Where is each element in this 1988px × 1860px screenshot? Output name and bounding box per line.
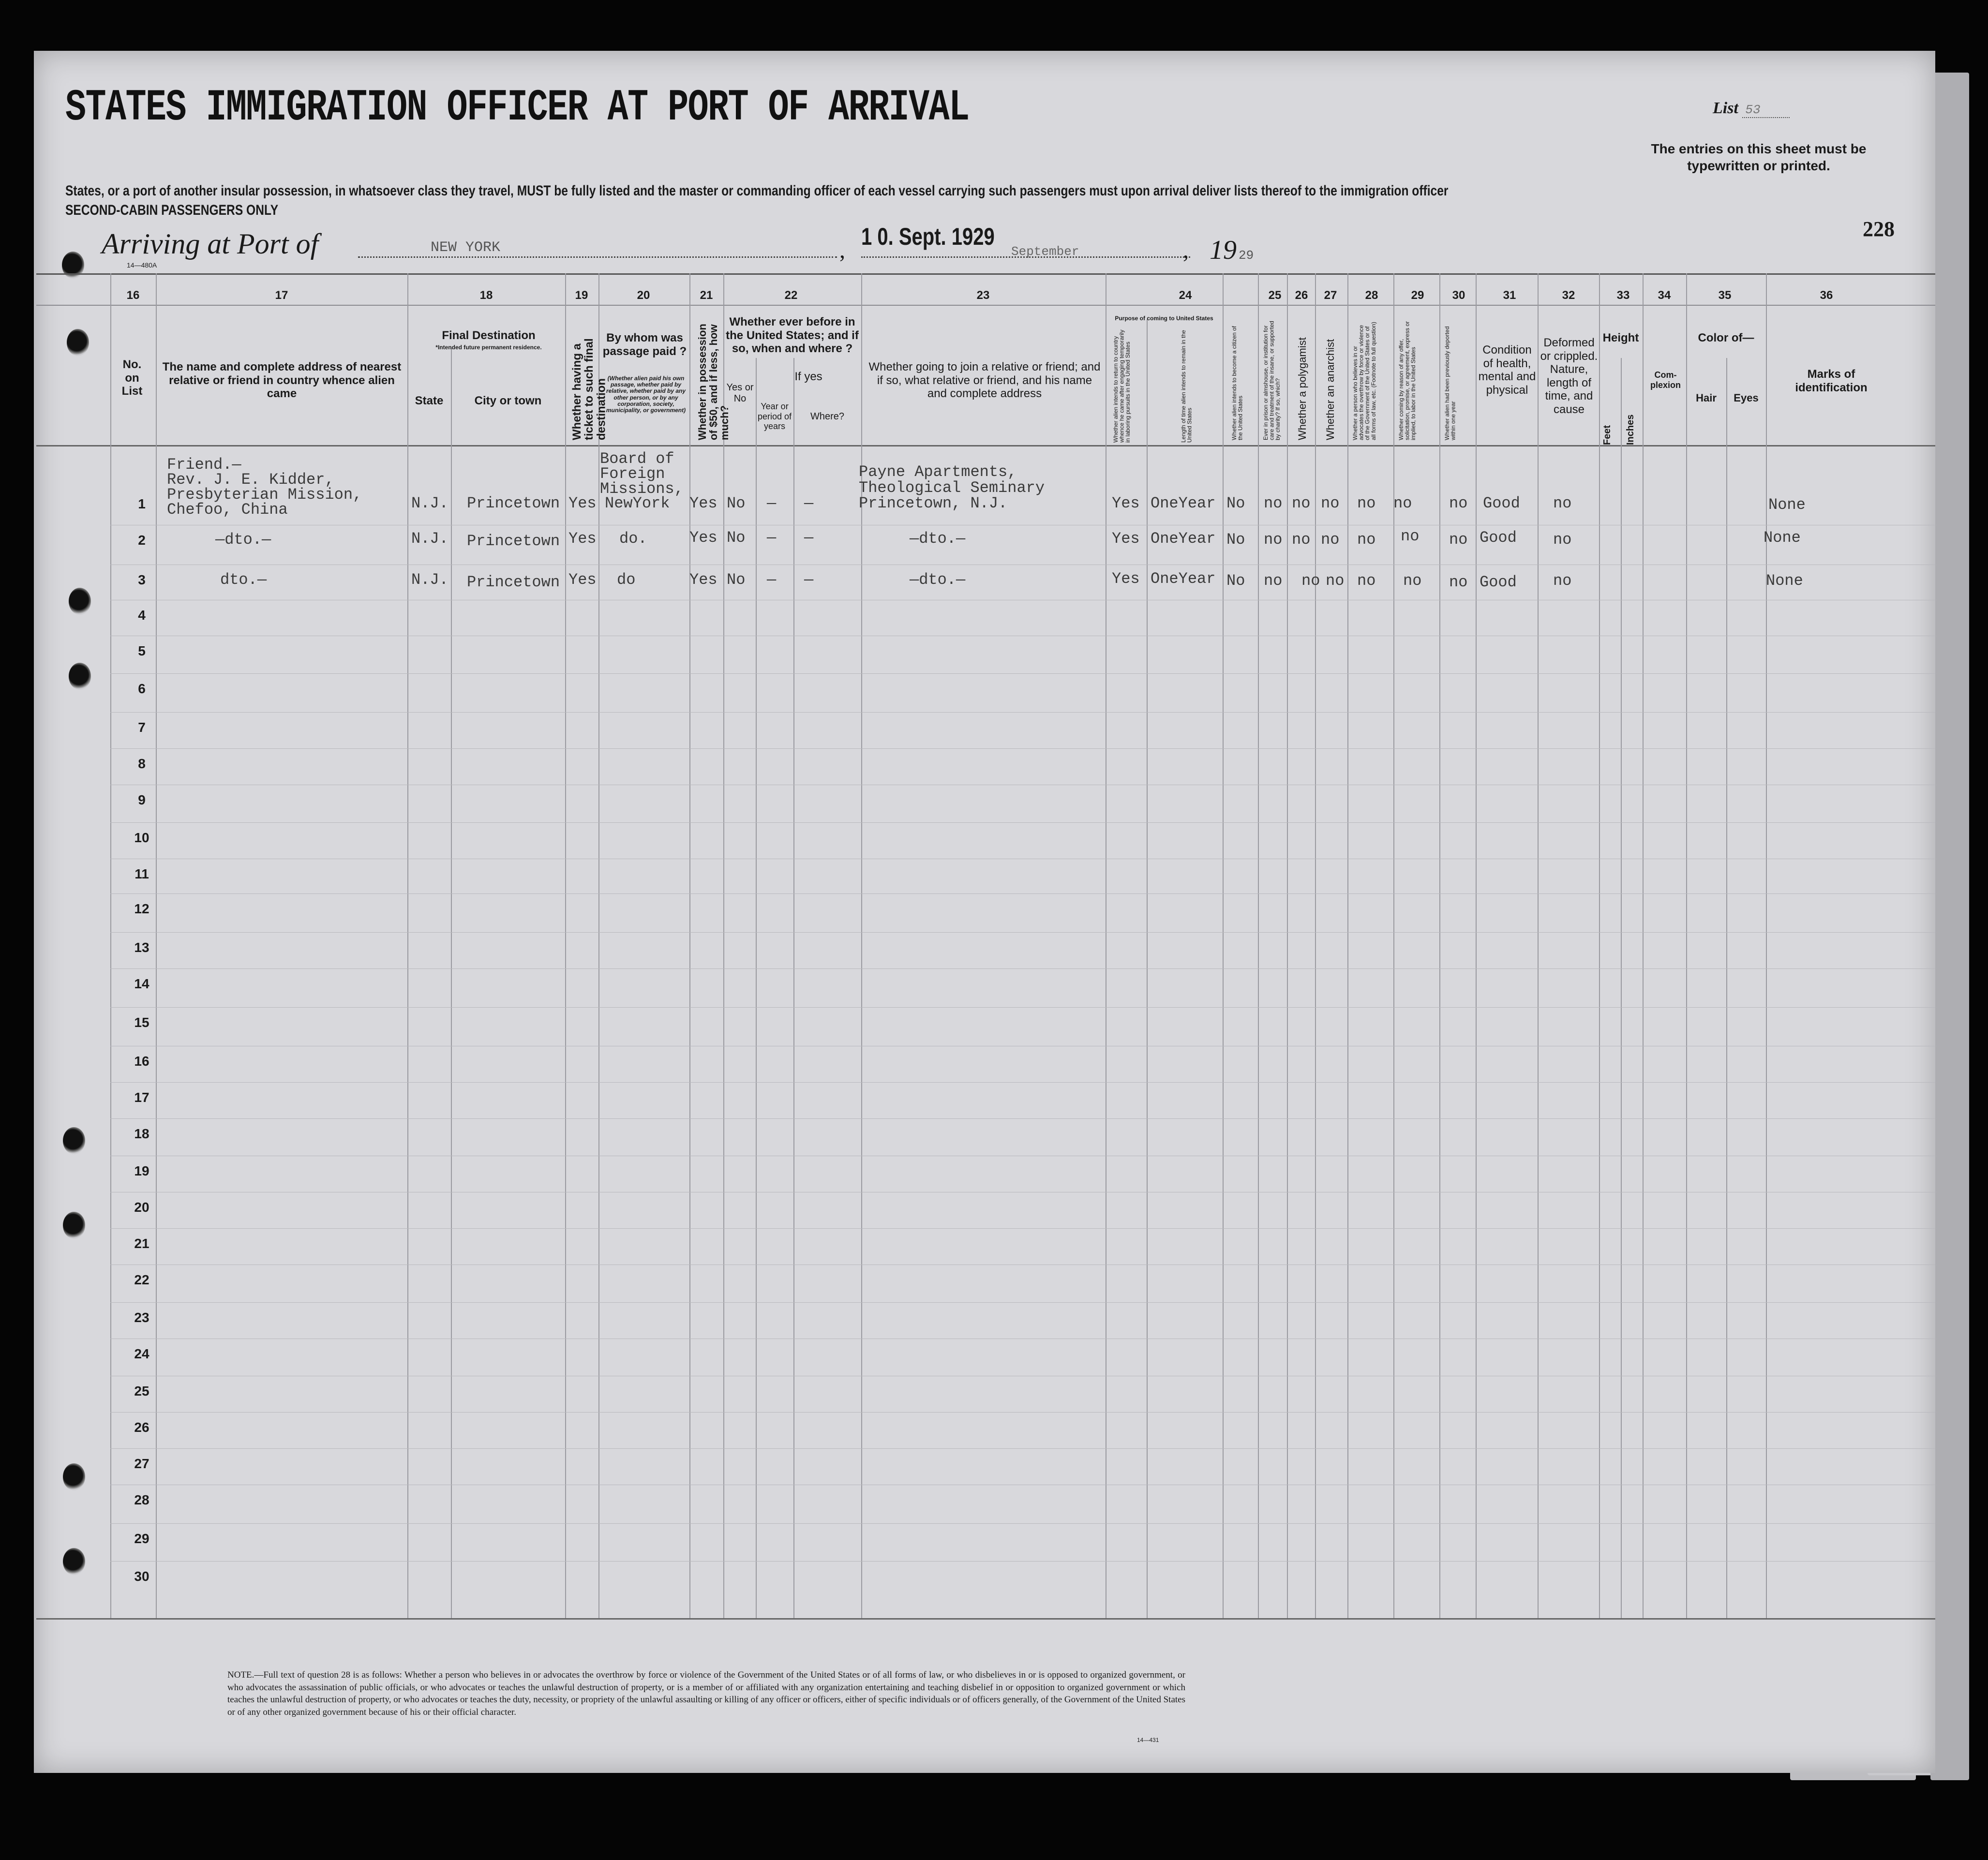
column-number: 18 bbox=[479, 289, 493, 302]
row-line bbox=[110, 822, 1935, 823]
port-line bbox=[358, 256, 837, 258]
grid-line bbox=[1439, 273, 1440, 1618]
header-color-of: Color of— bbox=[1698, 331, 1754, 344]
column-number: 17 bbox=[275, 289, 288, 302]
grid-line bbox=[598, 273, 599, 1618]
port-name: NEW YORK bbox=[431, 239, 501, 256]
column-number: 22 bbox=[784, 289, 798, 302]
column-number: 30 bbox=[1452, 289, 1465, 302]
header-purpose-length: Length of time alien intends to remain in the United States bbox=[1180, 330, 1193, 443]
grid-line bbox=[689, 273, 690, 1618]
header-polygamist: Whether a polygamist bbox=[1296, 337, 1308, 440]
manifest-sheet bbox=[34, 51, 1935, 1773]
punch-hole bbox=[63, 1548, 85, 1575]
q28-value: no bbox=[1357, 531, 1376, 549]
header-state: State bbox=[415, 394, 444, 407]
header-paid-by: By whom was passage paid ? bbox=[602, 331, 687, 358]
column-number: 25 bbox=[1268, 289, 1282, 302]
column-number: 31 bbox=[1503, 289, 1516, 302]
punch-hole bbox=[63, 1463, 85, 1490]
row-number: 14 bbox=[134, 976, 149, 991]
relative-line: dto.— bbox=[220, 571, 267, 589]
list-number bbox=[1713, 99, 1790, 118]
possession-value: Yes bbox=[689, 494, 717, 512]
grid-line bbox=[793, 358, 794, 1618]
grid-line bbox=[1258, 273, 1259, 1618]
polygamist-value: no bbox=[1292, 531, 1311, 549]
row-line bbox=[110, 932, 1935, 933]
polygamist-value: no bbox=[1292, 494, 1311, 512]
header-city: City or town bbox=[474, 394, 542, 407]
grid-line bbox=[36, 273, 1935, 275]
health-value: Good bbox=[1483, 494, 1520, 512]
length-value: OneYear bbox=[1151, 494, 1216, 512]
column-number: 20 bbox=[637, 289, 650, 302]
row-line bbox=[110, 1448, 1935, 1449]
grid-line bbox=[1538, 273, 1539, 1618]
grid-line bbox=[1315, 273, 1316, 1618]
header-deformed: Deformed or crippled. Nature, length of time, and cause bbox=[1540, 336, 1598, 416]
anarchist-value: no bbox=[1326, 572, 1345, 590]
deformed-value: no bbox=[1553, 572, 1572, 590]
row-line bbox=[110, 1523, 1935, 1524]
row-number: 13 bbox=[134, 940, 149, 955]
state-value: N.J. bbox=[411, 571, 448, 589]
header-if-yes: If yes bbox=[794, 370, 822, 383]
header-where: Where? bbox=[810, 411, 845, 422]
state-value: N.J. bbox=[411, 530, 448, 548]
column-number: 26 bbox=[1295, 289, 1308, 302]
comma: , bbox=[839, 238, 845, 263]
header-anarchist: Whether an anarchist bbox=[1324, 339, 1336, 440]
city-value: Princetown bbox=[467, 573, 560, 591]
marks-value: None bbox=[1764, 529, 1801, 547]
header-height: Height bbox=[1602, 331, 1639, 344]
form-code: 14—480A bbox=[127, 261, 157, 269]
prison-value: no bbox=[1264, 531, 1283, 549]
punch-hole bbox=[67, 329, 89, 356]
before-value: No bbox=[727, 529, 746, 547]
possession-value: Yes bbox=[689, 571, 717, 589]
q30-value: no bbox=[1449, 494, 1468, 512]
relative-line: Rev. J. E. Kidder, bbox=[167, 471, 334, 489]
grid-line bbox=[36, 445, 1935, 446]
header-year-period: Year or period of years bbox=[757, 402, 792, 432]
column-number: 27 bbox=[1324, 289, 1337, 302]
q29-value: no bbox=[1403, 572, 1422, 590]
health-value: Good bbox=[1480, 573, 1517, 591]
column-number: 16 bbox=[126, 289, 140, 302]
comma: , bbox=[1183, 238, 1189, 263]
footer-code: 14—431 bbox=[1137, 1737, 1159, 1743]
row-number: 16 bbox=[134, 1054, 149, 1069]
row-number: 30 bbox=[134, 1569, 149, 1584]
row-line bbox=[110, 893, 1935, 894]
punch-hole bbox=[63, 1127, 85, 1154]
punch-hole bbox=[69, 663, 91, 690]
period-value: — bbox=[767, 494, 777, 512]
purpose-value: Yes bbox=[1112, 530, 1140, 548]
row-number: 24 bbox=[134, 1346, 149, 1361]
paid-by-line: do. bbox=[619, 530, 647, 548]
grid-line bbox=[756, 358, 757, 1618]
row-number: 20 bbox=[134, 1200, 149, 1215]
q29-value: no bbox=[1393, 494, 1412, 512]
row-number: 3 bbox=[138, 572, 146, 587]
grid-line bbox=[1599, 273, 1600, 1618]
row-number: 22 bbox=[134, 1272, 149, 1287]
paid-by-line: Foreign bbox=[600, 465, 665, 483]
row-line bbox=[110, 1007, 1935, 1008]
join-line: Princetown, N.J. bbox=[859, 494, 1008, 512]
paid-by-line: NewYork bbox=[605, 494, 670, 512]
row-number: 7 bbox=[138, 720, 146, 735]
health-value: Good bbox=[1480, 529, 1517, 547]
entries-note: The entries on this sheet must be typewritten or printed. bbox=[1651, 141, 1867, 173]
row-number: 2 bbox=[138, 533, 146, 548]
sheet-number: 228 bbox=[1863, 217, 1895, 241]
subtitle: States, or a port of another insular possession, in whatsoever class they travel, MUST be fully listed and the master or commanding officer of each vessel carrying such passengers must upon arrival deliver lists thereof to the immigration officer bbox=[65, 183, 1449, 199]
marks-value: None bbox=[1766, 572, 1803, 590]
row-number: 23 bbox=[134, 1310, 149, 1325]
state-value: N.J. bbox=[411, 494, 448, 512]
deformed-value: no bbox=[1553, 494, 1572, 512]
arriving-label: Arriving at Port of bbox=[102, 228, 319, 260]
grid-line bbox=[1476, 273, 1477, 1618]
purpose-value: Yes bbox=[1112, 570, 1140, 588]
row-line bbox=[110, 712, 1935, 713]
grid-line bbox=[1686, 273, 1687, 1618]
column-number: 24 bbox=[1179, 289, 1192, 302]
column-number: 21 bbox=[700, 289, 713, 302]
header-nearest-relative: The name and complete address of nearest relative or friend in country whence alien came bbox=[162, 360, 402, 401]
grid-line bbox=[1621, 358, 1622, 1618]
column-number: 35 bbox=[1718, 289, 1732, 302]
header-no-on-list: No. on List bbox=[121, 358, 143, 398]
ticket-value: Yes bbox=[568, 530, 597, 548]
row-line bbox=[110, 673, 1935, 674]
header-q28: Whether a person who believes in or advocates the overthrow by force or violence of the Government of the United States or of all forms of law, etc. (Footnote to full question) bbox=[1352, 322, 1377, 440]
before-value: No bbox=[727, 571, 746, 589]
column-number: 28 bbox=[1365, 289, 1378, 302]
polygamist-value: no bbox=[1301, 572, 1320, 590]
header-q30: Whether alien had been previously deported within one year bbox=[1444, 326, 1457, 440]
footnote: NOTE.—Full text of question 28 is as follows: Whether a person who believes in or advocates the overthrow by force or violence of the Government of the United States or of all forms of law, or who disbelieves in or is opposed to organized government, or who advocates the assassination of public officials, or who advocates or teaches the unlawful destruction of property, or is a member of or affiliated with any organization entertaining and teaching disbelief in or opposition to organized government or which teaches the unlawful destruction of property, or who advocates or teaches the duty, necessity, or propriety of the unlawful assaulting or killing of any officer or officers, either of specific individuals or of officers generally, of the Government of the United States or of any other organized government because of his or their official character. bbox=[227, 1670, 1185, 1717]
anarchist-value: no bbox=[1321, 531, 1340, 549]
row-number: 12 bbox=[134, 901, 149, 916]
where-value: — bbox=[804, 494, 814, 512]
paid-by-line: do bbox=[617, 571, 636, 589]
date-stamp: 1 0. Sept. 1929 bbox=[861, 223, 995, 250]
relative-line: Presbyterian Mission, bbox=[167, 486, 362, 504]
grid-line bbox=[1766, 273, 1767, 1618]
page-title: STATES IMMIGRATION OFFICER AT PORT OF ARRIVAL bbox=[65, 82, 969, 133]
grid-line bbox=[723, 273, 724, 1618]
header-citizen: Whether alien intends to become a citizen of the United States bbox=[1231, 326, 1244, 440]
header-before-us: Whether ever before in the United States; and if so, when and where ? bbox=[726, 315, 859, 356]
arriving-line bbox=[102, 227, 318, 261]
year bbox=[1210, 235, 1254, 266]
period-value: — bbox=[767, 571, 777, 589]
year-suffix: 29 bbox=[1239, 248, 1254, 263]
city-value: Princetown bbox=[467, 532, 560, 550]
header-marks: Marks of identification bbox=[1795, 368, 1868, 394]
grid-line bbox=[1393, 273, 1394, 1618]
grid-line bbox=[1223, 273, 1224, 1618]
q28-value: no bbox=[1357, 572, 1376, 590]
length-value: OneYear bbox=[1151, 530, 1216, 548]
grid-line bbox=[1287, 273, 1288, 1618]
header-destination-note: *Intended future permanent residence. bbox=[435, 344, 542, 351]
header-condition: Condition of health, mental and physical bbox=[1478, 343, 1536, 397]
q28-value: no bbox=[1357, 494, 1376, 512]
q30-value: no bbox=[1449, 531, 1468, 549]
header-purpose-return: Whether alien intends to return to country whence he came after engaging temporarily in laboring pursuits in the United States bbox=[1112, 329, 1132, 443]
join-line: —dto.— bbox=[910, 571, 966, 589]
column-number: 34 bbox=[1658, 289, 1671, 302]
column-number: 29 bbox=[1411, 289, 1424, 302]
row-number: 11 bbox=[135, 866, 149, 881]
ticket-value: Yes bbox=[568, 494, 597, 512]
relative-line: Friend.— bbox=[167, 456, 241, 474]
header-purpose: Purpose of coming to United States bbox=[1115, 315, 1213, 322]
city-value: Princetown bbox=[467, 494, 560, 512]
row-number: 26 bbox=[134, 1420, 149, 1435]
header-possession: Whether in possession of $50, and if less, how much? bbox=[696, 324, 731, 440]
row-number: 5 bbox=[138, 643, 146, 658]
row-number: 17 bbox=[134, 1090, 149, 1105]
row-number: 19 bbox=[134, 1163, 149, 1178]
q29-value: no bbox=[1401, 527, 1420, 545]
relative-line: Chefoo, China bbox=[167, 501, 288, 519]
column-number: 19 bbox=[575, 289, 588, 302]
prison-value: no bbox=[1264, 572, 1283, 590]
list-label: List bbox=[1713, 99, 1738, 117]
row-line bbox=[110, 1082, 1935, 1083]
row-number: 8 bbox=[138, 756, 146, 771]
row-number: 28 bbox=[134, 1492, 149, 1507]
grid-line bbox=[36, 305, 1935, 306]
row-number: 10 bbox=[134, 830, 149, 845]
row-number: 18 bbox=[134, 1126, 149, 1141]
period-value: — bbox=[767, 529, 777, 547]
header-yes-or-no: Yes or No bbox=[726, 382, 754, 404]
row-number: 29 bbox=[134, 1531, 149, 1546]
header-eyes: Eyes bbox=[1734, 392, 1759, 404]
deformed-value: no bbox=[1553, 531, 1572, 549]
header-inches: Inches bbox=[1625, 414, 1636, 445]
before-value: No bbox=[727, 494, 746, 512]
grid-line bbox=[451, 348, 452, 1618]
paid-by-line: Missions, bbox=[600, 480, 684, 498]
grid-line bbox=[407, 273, 408, 1618]
purpose-value: Yes bbox=[1112, 494, 1140, 512]
paid-by-line: Board of bbox=[600, 450, 674, 468]
header-join-relative: Whether going to join a relative or friend; and if so, what relative or friend, and his name and complete address bbox=[868, 360, 1101, 401]
citizen-value: No bbox=[1226, 531, 1245, 549]
row-number: 15 bbox=[134, 1015, 149, 1030]
row-number: 4 bbox=[138, 608, 146, 623]
row-number: 25 bbox=[134, 1384, 149, 1399]
grid-line bbox=[565, 273, 566, 1618]
header-feet: Feet bbox=[1602, 425, 1613, 445]
column-number: 23 bbox=[976, 289, 990, 302]
join-line: —dto.— bbox=[910, 530, 966, 548]
header-q29: Whether coming by reason of any offer, solicitation, promise, or agreement, express or implied, to labor in the United States bbox=[1398, 321, 1417, 440]
grid-line bbox=[36, 1618, 1935, 1620]
punch-hole bbox=[63, 1212, 85, 1239]
header-hair: Hair bbox=[1696, 392, 1717, 404]
header-paid-by-note: (Whether alien paid his own passage, whether paid by relative, whether paid by any other person, or by any corporation, society, municipality, or government) bbox=[606, 375, 686, 414]
citizen-value: No bbox=[1226, 572, 1245, 590]
row-line bbox=[110, 1412, 1935, 1413]
relative-line: —dto.— bbox=[215, 531, 271, 549]
where-value: — bbox=[804, 571, 814, 589]
row-number: 1 bbox=[138, 496, 146, 511]
row-line bbox=[110, 1118, 1935, 1119]
join-line: Theological Seminary bbox=[859, 479, 1045, 497]
citizen-value: No bbox=[1226, 494, 1245, 512]
marks-value: None bbox=[1768, 496, 1806, 514]
header-final-destination: Final Destination bbox=[442, 329, 536, 342]
column-number: 33 bbox=[1616, 289, 1630, 302]
join-line: Payne Apartments, bbox=[859, 463, 1017, 481]
row-line bbox=[110, 1561, 1935, 1562]
cabin-class: SECOND-CABIN PASSENGERS ONLY bbox=[65, 202, 279, 218]
ticket-value: Yes bbox=[568, 571, 597, 589]
grid-line bbox=[1643, 273, 1644, 1618]
row-line bbox=[110, 1228, 1935, 1229]
year-prefix: 19 bbox=[1210, 235, 1237, 265]
row-number: 27 bbox=[134, 1456, 149, 1471]
possession-value: Yes bbox=[689, 529, 717, 547]
month-typed: September bbox=[1011, 244, 1079, 259]
anarchist-value: no bbox=[1321, 494, 1340, 512]
header-prison: Ever in prison or almshouse, or institution for care and treatment of the insane, or supported by charity? If so, which? bbox=[1262, 321, 1282, 440]
grid-line bbox=[1726, 358, 1727, 1618]
page-edge bbox=[1930, 73, 1969, 1780]
column-number: 32 bbox=[1562, 289, 1575, 302]
grid-line bbox=[110, 273, 111, 1618]
row-number: 9 bbox=[138, 792, 146, 807]
header-complexion: Com- plexion bbox=[1650, 370, 1681, 390]
row-line bbox=[110, 968, 1935, 969]
row-line bbox=[110, 1302, 1935, 1303]
prison-value: no bbox=[1264, 494, 1283, 512]
column-number: 36 bbox=[1820, 289, 1833, 302]
q30-value: no bbox=[1449, 573, 1468, 591]
where-value: — bbox=[804, 529, 814, 547]
list-value: 53 bbox=[1742, 103, 1789, 118]
grid-line bbox=[1347, 273, 1348, 1618]
length-value: OneYear bbox=[1151, 570, 1216, 588]
row-number: 6 bbox=[138, 681, 146, 696]
row-line bbox=[110, 748, 1935, 749]
punch-hole bbox=[69, 588, 91, 615]
header-ticket: Whether having a ticket to such final destination bbox=[570, 338, 608, 440]
row-number: 21 bbox=[134, 1236, 149, 1251]
